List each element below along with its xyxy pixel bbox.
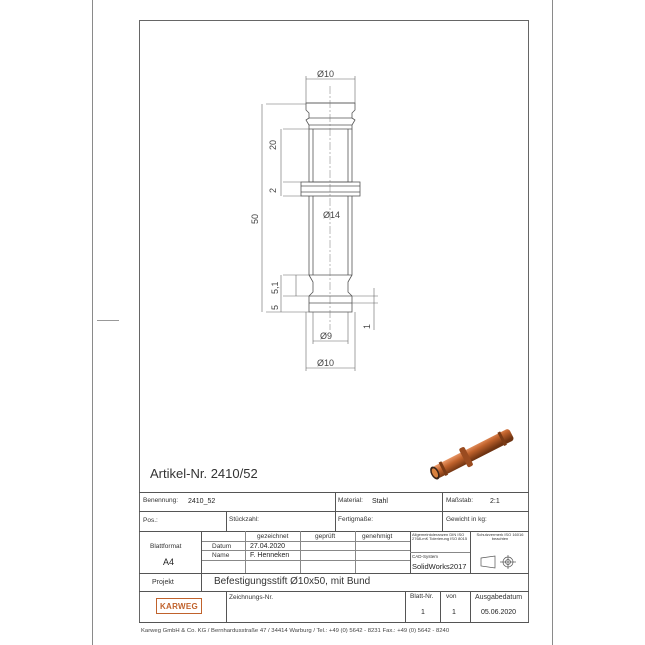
surface-note: Schutzvermerk ISO 16016 beachten bbox=[476, 532, 524, 542]
stueckzahl-label: Stückzahl: bbox=[229, 516, 259, 523]
benennung-label: Benennung: bbox=[143, 497, 179, 504]
dim-1: 1 bbox=[362, 323, 372, 329]
col-genehmigt: genehmigt bbox=[362, 533, 393, 540]
article-value: 2410/52 bbox=[210, 466, 258, 481]
zeichnungsnr-label: Zeichnungs-Nr. bbox=[229, 594, 274, 601]
dim-collar-diameter: Ø14 bbox=[323, 210, 341, 220]
karweg-logo bbox=[156, 598, 202, 614]
ausgabedatum-value: 05.06.2020 bbox=[481, 609, 517, 616]
projekt-value: Befestigungsstift Ø10x50, mit Bund bbox=[214, 576, 371, 587]
pin-tip-outline bbox=[309, 275, 352, 312]
tolerance-note: Allgemeintoleranzen DIN ISO 2768-mK Tolerierung ISO 8015 bbox=[412, 532, 468, 542]
dim-top-diameter: Ø10 bbox=[317, 69, 335, 79]
projection-symbol-icon bbox=[478, 553, 522, 571]
blattnr-label: Blatt-Nr. bbox=[410, 593, 434, 600]
name-label: Name bbox=[212, 552, 230, 559]
blattformat-label: Blattformat bbox=[150, 543, 182, 550]
dim-bottom-diameter: Ø10 bbox=[317, 358, 335, 368]
footer-address: Karweg GmbH & Co. KG / Bernhardusstraße 47 / 34414 Warburg / Tel.: +49 (0) 5642 - 8231 Fax.: +49 (0) 5642 - 8240 bbox=[141, 628, 450, 634]
ausgabedatum-label: Ausgabedatum bbox=[475, 594, 523, 601]
pin-3d-render bbox=[418, 418, 528, 488]
cad-value: SolidWorks2017 bbox=[412, 562, 467, 571]
dim-5: 5 bbox=[270, 304, 280, 310]
datum-value: 27.04.2020 bbox=[250, 543, 286, 550]
col-geprueft: geprüft bbox=[315, 533, 336, 540]
blattformat-value: A4 bbox=[163, 557, 175, 567]
projekt-label: Projekt bbox=[152, 579, 174, 586]
dim-groove-diameter: Ø9 bbox=[320, 331, 333, 341]
article-number bbox=[150, 467, 258, 480]
massstab-label: Maßstab: bbox=[446, 497, 474, 504]
datum-label: Datum bbox=[212, 543, 232, 550]
cad-label: CAD-System bbox=[412, 554, 439, 559]
dim-50: 50 bbox=[250, 213, 260, 224]
col-gezeichnet: gezeichnet bbox=[257, 533, 289, 540]
benennung-value: 2410_52 bbox=[188, 498, 216, 505]
logo-text: KARWEG bbox=[159, 601, 199, 611]
name-value: F. Henneken bbox=[250, 552, 290, 559]
material-label: Material: bbox=[338, 497, 363, 504]
article-label: Artikel-Nr. bbox=[150, 466, 208, 481]
material-value: Stahl bbox=[372, 498, 388, 505]
fertigmasse-label: Fertigmaße: bbox=[338, 516, 374, 523]
pin-collar bbox=[301, 182, 360, 196]
pin-lower-shaft bbox=[309, 196, 352, 275]
dim-5-1: 5,1 bbox=[270, 281, 280, 294]
gewicht-label: Gewicht in kg: bbox=[446, 516, 487, 523]
von-label: von bbox=[446, 593, 457, 600]
pos-label: Pos.: bbox=[143, 517, 158, 524]
massstab-value: 2:1 bbox=[490, 498, 500, 505]
blattnr-value: 1 bbox=[421, 609, 425, 616]
dim-20: 20 bbox=[268, 139, 278, 150]
pin-upper-shaft bbox=[309, 129, 352, 182]
von-value: 1 bbox=[452, 609, 456, 616]
dim-2: 2 bbox=[268, 187, 278, 193]
